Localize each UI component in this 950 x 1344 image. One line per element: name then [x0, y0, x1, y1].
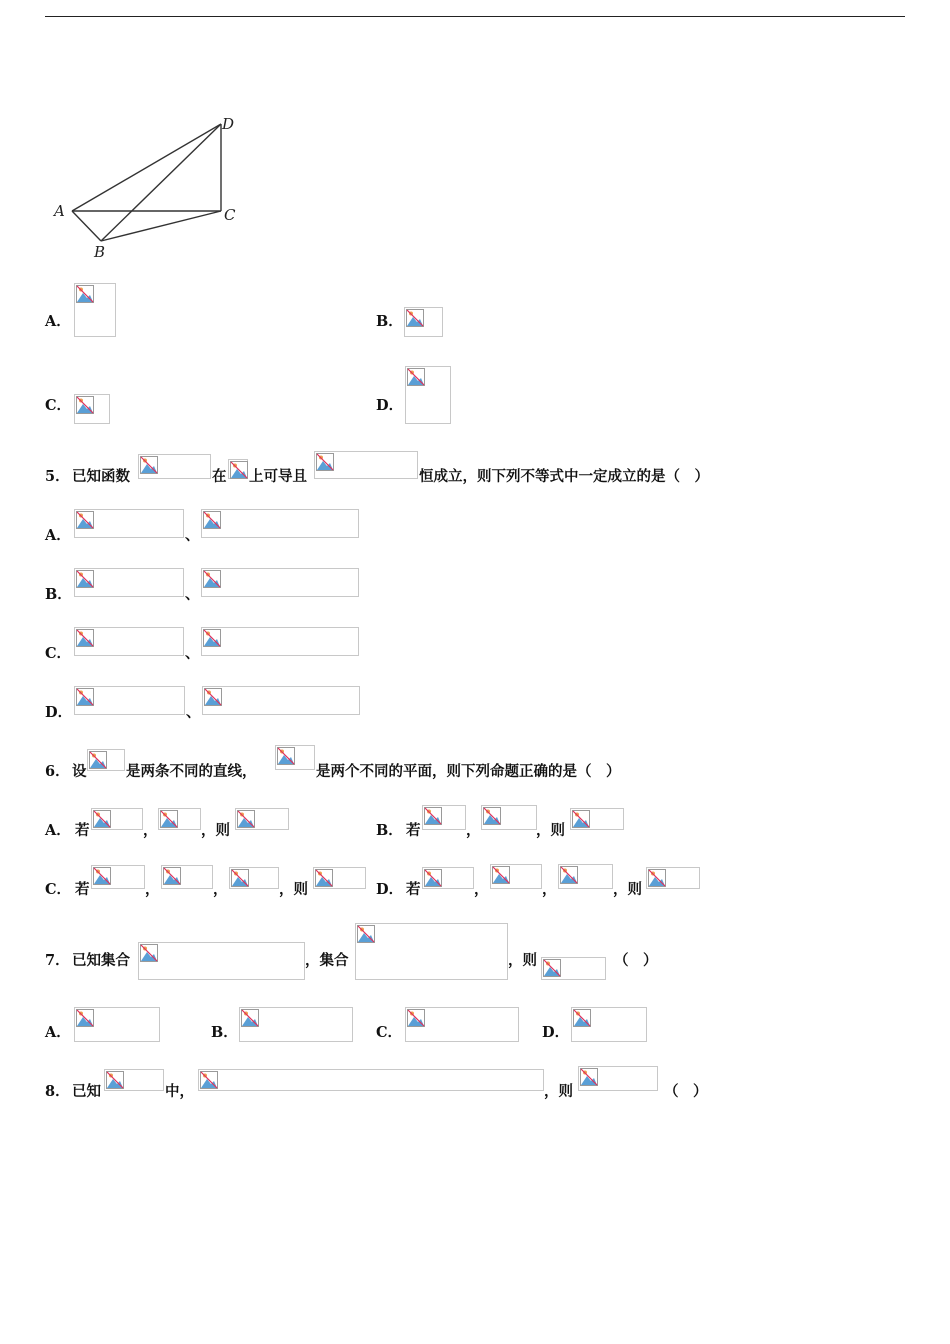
broken-image-icon — [647, 868, 667, 888]
q5-option-d-image-2 — [202, 686, 360, 715]
q8-paren: （ ） — [664, 1083, 708, 1100]
q6-option-d-image-4 — [646, 867, 700, 889]
q6-option-d-label: D． — [376, 881, 404, 898]
q6-option-c-label: C． — [45, 881, 72, 898]
q6-formula-1 — [87, 749, 125, 771]
broken-image-icon — [75, 395, 95, 415]
q7-text-1: 已知集合 — [72, 952, 130, 969]
broken-image-icon — [229, 460, 249, 480]
broken-image-icon — [75, 284, 95, 304]
q8-text-1: 已知 — [72, 1083, 101, 1100]
broken-image-icon — [423, 868, 443, 888]
q6-option-d-if: 若 — [406, 881, 421, 898]
broken-image-icon — [92, 866, 112, 886]
broken-image-icon — [491, 865, 511, 885]
broken-image-icon — [542, 958, 562, 978]
broken-image-icon — [139, 943, 159, 963]
broken-image-icon — [139, 455, 159, 475]
q6-option-c-comma-1: ， — [145, 881, 160, 898]
broken-image-icon — [314, 868, 334, 888]
q6-option-c-image-4 — [313, 867, 366, 889]
q7-number: 7． — [45, 952, 70, 969]
q7-paren: （ ） — [614, 952, 658, 969]
q7-option-a-label: A． — [45, 1024, 71, 1041]
broken-image-icon — [356, 924, 376, 944]
broken-image-icon — [559, 865, 579, 885]
q5-option-c-image-2 — [201, 627, 359, 656]
q6-option-c-comma-2: ， — [213, 881, 228, 898]
q5-option-a-image-2 — [201, 509, 359, 538]
q6-option-a-image-1 — [91, 808, 143, 830]
q5-option-d-image-1 — [74, 686, 185, 715]
q6-option-c-image-2 — [161, 865, 213, 889]
q5-text-4: 恒成立，则下列不等式中一定成立的是（ ） — [419, 468, 709, 485]
q7-set-a-image — [138, 942, 305, 980]
q6-text-1: 设 — [72, 763, 87, 780]
broken-image-icon — [92, 809, 112, 829]
q5-option-c-image-1 — [74, 627, 184, 656]
vertex-label-a: A — [54, 202, 65, 220]
q5-number: 5． — [45, 468, 70, 485]
q5-text-1: 已知函数 — [72, 468, 130, 485]
q5-option-a-image-1 — [74, 509, 184, 538]
q6-option-a-image-2 — [158, 808, 201, 830]
q6-option-b-comma: ， — [466, 822, 481, 839]
q6-option-b-image-3 — [570, 808, 624, 830]
broken-image-icon — [88, 750, 108, 770]
broken-image-icon — [315, 452, 335, 472]
q6-option-d-image-2 — [490, 864, 542, 889]
q7-set-b-image — [355, 923, 508, 980]
q7-expression-image — [541, 957, 606, 980]
option-a-label: A． — [45, 313, 71, 330]
q6-option-a-then: ，则 — [201, 822, 230, 839]
q6-option-d-then: ，则 — [613, 881, 642, 898]
option-b-image — [404, 307, 443, 337]
q6-formula-2 — [275, 745, 315, 770]
q6-option-d-comma-2: ， — [542, 881, 557, 898]
option-b-label: B． — [376, 313, 403, 330]
broken-image-icon — [162, 866, 182, 886]
broken-image-icon — [482, 806, 502, 826]
broken-image-icon — [199, 1070, 219, 1090]
option-c-image — [74, 394, 110, 424]
q6-text-3: 是两个不同的平面，则下列命题正确的是（ ） — [316, 763, 621, 780]
q6-number: 6． — [45, 763, 70, 780]
q7-text-3: ，则 — [508, 952, 537, 969]
q6-option-b-label: B． — [376, 822, 403, 839]
q6-option-a-if: 若 — [75, 822, 90, 839]
broken-image-icon — [75, 1008, 95, 1028]
q7-option-d-label: D． — [542, 1024, 570, 1041]
broken-image-icon — [75, 687, 95, 707]
q5-option-b-image-2 — [201, 568, 359, 597]
q8-text-2: 中， — [165, 1083, 194, 1100]
broken-image-icon — [236, 809, 256, 829]
q6-option-a-comma: ， — [143, 822, 158, 839]
q6-option-d-comma-1: ， — [474, 881, 489, 898]
option-d-label: D． — [376, 397, 404, 414]
q5-option-c-sep: 、 — [185, 645, 200, 662]
q8-formula-3 — [578, 1066, 658, 1091]
broken-image-icon — [75, 510, 95, 530]
q5-text-3: 上可导且 — [249, 468, 307, 485]
q7-option-c-image — [405, 1007, 519, 1042]
broken-image-icon — [405, 308, 425, 328]
q5-text-2: 在 — [212, 468, 227, 485]
broken-image-icon — [75, 628, 95, 648]
option-d-image — [405, 366, 451, 424]
q8-number: 8． — [45, 1083, 70, 1100]
q6-option-b-then: ，则 — [536, 822, 565, 839]
broken-image-icon — [230, 868, 250, 888]
q7-option-d-image — [571, 1007, 647, 1042]
q5-option-c-label: C． — [45, 645, 72, 662]
q5-option-b-image-1 — [74, 568, 184, 597]
q5-formula-1 — [138, 454, 211, 479]
broken-image-icon — [202, 628, 222, 648]
q8-formula-1 — [104, 1069, 164, 1091]
q5-formula-3 — [314, 451, 418, 479]
q6-option-d-image-3 — [558, 864, 613, 889]
broken-image-icon — [406, 1008, 426, 1028]
vertex-label-b: B — [94, 243, 106, 261]
broken-image-icon — [159, 809, 179, 829]
q8-formula-2 — [198, 1069, 544, 1091]
q6-option-c-then: ，则 — [279, 881, 308, 898]
broken-image-icon — [75, 569, 95, 589]
q5-option-a-sep: 、 — [185, 527, 200, 544]
vertex-label-d: D — [222, 115, 235, 133]
tetrahedron-figure — [50, 112, 250, 262]
broken-image-icon — [423, 806, 443, 826]
q8-text-3: ，则 — [544, 1083, 573, 1100]
q6-option-b-image-1 — [422, 805, 466, 830]
option-a-image — [74, 283, 116, 337]
q6-option-c-if: 若 — [75, 881, 90, 898]
q5-option-b-label: B． — [45, 586, 72, 603]
vertex-label-c: C — [224, 206, 236, 224]
q7-text-2: ，集合 — [305, 952, 349, 969]
q5-option-d-label: D． — [45, 704, 73, 721]
q6-option-a-label: A． — [45, 822, 71, 839]
q6-option-a-image-3 — [235, 808, 289, 830]
broken-image-icon — [240, 1008, 260, 1028]
q6-option-b-if: 若 — [406, 822, 421, 839]
broken-image-icon — [571, 809, 591, 829]
q6-text-2: 是两条不同的直线， — [126, 763, 257, 780]
q7-option-a-image — [74, 1007, 160, 1042]
q6-option-b-image-2 — [481, 805, 537, 830]
q6-option-d-image-1 — [422, 867, 474, 889]
q5-option-a-label: A． — [45, 527, 71, 544]
broken-image-icon — [572, 1008, 592, 1028]
q5-option-b-sep: 、 — [185, 586, 200, 603]
q6-option-c-image-3 — [229, 867, 279, 889]
option-c-label: C． — [45, 397, 72, 414]
broken-image-icon — [276, 746, 296, 766]
broken-image-icon — [406, 367, 426, 387]
broken-image-icon — [202, 510, 222, 530]
q7-option-b-label: B． — [211, 1024, 238, 1041]
q7-option-c-label: C． — [376, 1024, 403, 1041]
header-rule — [45, 16, 905, 17]
broken-image-icon — [202, 569, 222, 589]
q6-option-c-image-1 — [91, 865, 145, 889]
broken-image-icon — [105, 1070, 125, 1090]
broken-image-icon — [579, 1067, 599, 1087]
broken-image-icon — [203, 687, 223, 707]
q5-option-d-sep: 、 — [186, 704, 201, 721]
q7-option-b-image — [239, 1007, 353, 1042]
q5-formula-2 — [228, 459, 248, 479]
